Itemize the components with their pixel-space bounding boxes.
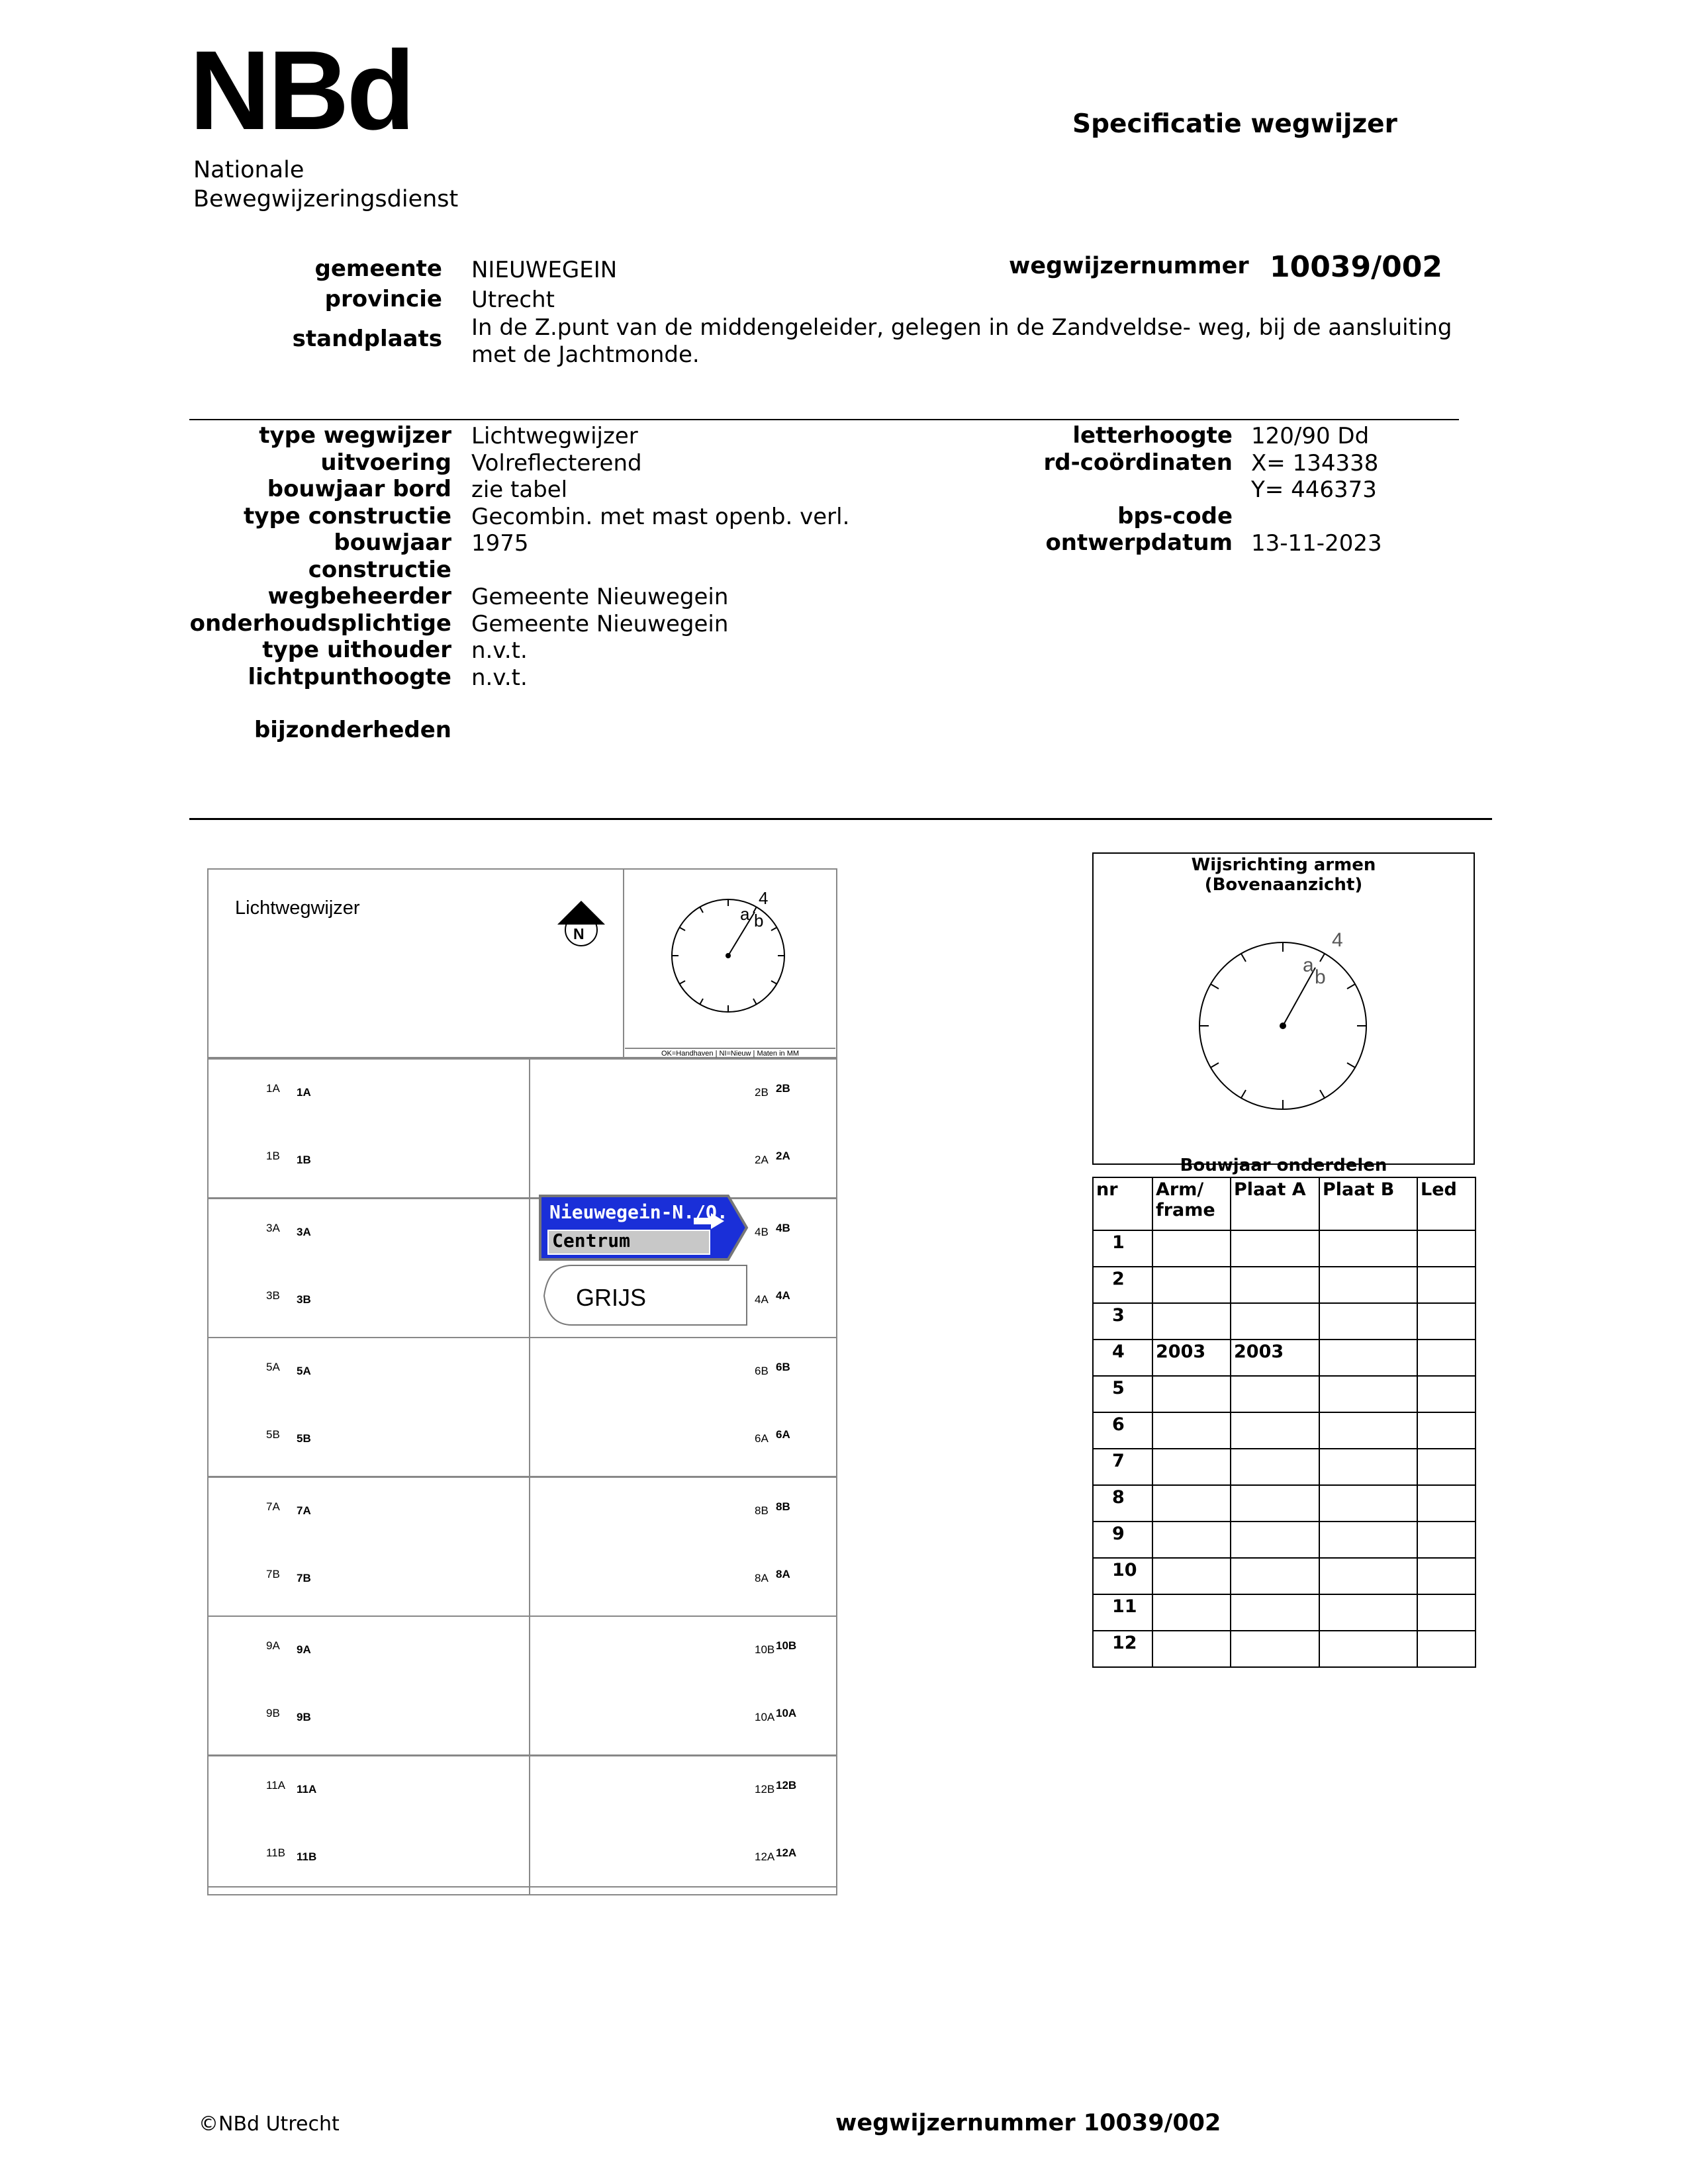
table-cell: 10 — [1093, 1558, 1152, 1594]
drawing-slot-label: 6A — [755, 1432, 769, 1445]
table-cell — [1152, 1412, 1231, 1449]
drawing-slot-label: 4B — [776, 1221, 790, 1234]
divider-bottom — [189, 818, 1492, 820]
direction-b: b — [1315, 966, 1326, 988]
build-year-table — [1092, 1177, 1476, 1668]
table-cell — [1417, 1303, 1476, 1340]
spec-left-value: Gecombin. met mast openb. verl. — [471, 503, 850, 530]
table-cell — [1417, 1558, 1476, 1594]
drawing-slot-label: 6B — [755, 1365, 769, 1377]
spec-right-value: 13-11-2023 — [1251, 530, 1382, 557]
drawing-slot-label: 5A — [266, 1361, 280, 1373]
drawing-slot-label: 1B — [297, 1154, 311, 1166]
table-cell — [1152, 1376, 1231, 1412]
drawing-slot-label: 10A — [776, 1707, 797, 1719]
table-cell — [1152, 1631, 1231, 1667]
spec-right-value: Y= 446373 — [1251, 477, 1377, 503]
logo-line-1: Nationale — [193, 157, 305, 183]
build-table-title: Bouwjaar onderdelen — [1180, 1156, 1387, 1175]
table-cell — [1417, 1376, 1476, 1412]
table-row — [1093, 1485, 1476, 1522]
gemeente-value: NIEUWEGEIN — [471, 257, 618, 283]
spec-left-value: 1975 — [471, 530, 529, 557]
drawing-slot-label: 9A — [266, 1639, 280, 1652]
divider-top — [189, 419, 1459, 420]
table-cell: 2003 — [1152, 1340, 1231, 1376]
drawing-slot-label: 12B — [755, 1782, 775, 1796]
drawing-type-label: Lichtwegwijzer — [235, 897, 360, 919]
table-cell — [1319, 1376, 1417, 1412]
north-arrow-icon — [555, 898, 608, 951]
table-cell — [1231, 1631, 1319, 1667]
drawing-slot-label: 9A — [297, 1643, 311, 1656]
drawing-cell-right — [529, 1477, 837, 1617]
drawing-slot-label: 7A — [297, 1504, 311, 1517]
spec-left-value: zie tabel — [471, 477, 568, 503]
direction-compass-icon — [1192, 934, 1377, 1120]
drawing-slot-label: 3B — [266, 1289, 280, 1302]
table-cell: 2003 — [1231, 1340, 1319, 1376]
drawing-compass-a: a — [740, 904, 750, 924]
drawing-cell-left — [207, 1615, 530, 1756]
table-cell — [1319, 1303, 1417, 1340]
drawing-slot-label: 6B — [776, 1361, 790, 1373]
table-cell — [1231, 1267, 1319, 1303]
table-cell — [1231, 1449, 1319, 1485]
table-row — [1093, 1340, 1476, 1376]
table-cell — [1319, 1631, 1417, 1667]
table-row — [1093, 1631, 1476, 1667]
table-cell: 9 — [1093, 1522, 1152, 1558]
logo-line-2: Bewegwijzeringsdienst — [193, 186, 459, 212]
drawing-slot-label: 12A — [776, 1846, 797, 1859]
drawing-slot-label: 1A — [297, 1086, 311, 1099]
table-cell — [1152, 1303, 1231, 1340]
table-cell — [1319, 1340, 1417, 1376]
wegwijzernummer-label: wegwijzernummer — [1009, 253, 1249, 279]
spec-right-label: ontwerpdatum — [1045, 529, 1233, 556]
spec-left-label: bouwjaar bord — [267, 476, 451, 502]
drawing-slot-label: 2B — [755, 1086, 769, 1099]
drawing-slot-label: 4B — [755, 1225, 769, 1238]
drawing-slot-label: 7B — [266, 1567, 280, 1580]
table-cell — [1319, 1558, 1417, 1594]
direction-arm: 4 — [1332, 929, 1343, 951]
drawing-slot-label: 5B — [297, 1432, 311, 1445]
table-cell: 3 — [1093, 1303, 1152, 1340]
table-cell — [1319, 1449, 1417, 1485]
direction-title-1: Wijsrichting armen — [1191, 855, 1376, 875]
table-cell: 1 — [1093, 1230, 1152, 1267]
drawing-cell-left — [207, 1755, 530, 1895]
drawing-compass-arm: 4 — [759, 888, 769, 908]
spec-left-value: Volreflecterend — [471, 449, 642, 477]
provincie-value: Utrecht — [471, 287, 555, 313]
table-row — [1093, 1376, 1476, 1412]
table-cell — [1231, 1485, 1319, 1522]
spec-left-label: onderhoudsplichtige — [189, 610, 451, 637]
wegwijzernummer-value: 10039/002 — [1270, 250, 1442, 284]
table-cell: 5 — [1093, 1376, 1152, 1412]
table-cell — [1231, 1303, 1319, 1340]
sign-line-2: Centrum — [552, 1230, 631, 1251]
table-row — [1093, 1594, 1476, 1631]
drawing-slot-label: 8B — [755, 1504, 769, 1517]
table-cell: 4 — [1093, 1340, 1152, 1376]
table-row — [1093, 1449, 1476, 1485]
table-cell — [1231, 1558, 1319, 1594]
table-cell — [1417, 1412, 1476, 1449]
table-cell — [1152, 1558, 1231, 1594]
table-cell — [1417, 1449, 1476, 1485]
standplaats-label: standplaats — [292, 326, 442, 352]
table-cell — [1152, 1230, 1231, 1267]
drawing-slot-label: 2A — [776, 1150, 790, 1162]
table-cell — [1417, 1230, 1476, 1267]
table-header-cell: Plaat B — [1319, 1177, 1417, 1230]
drawing-slot-label: 11B — [297, 1850, 317, 1863]
table-row — [1093, 1558, 1476, 1594]
table-header-cell: Plaat A — [1231, 1177, 1319, 1230]
spec-right-value: 120/90 Dd — [1251, 423, 1370, 449]
footer-copyright: ©NBd Utrecht — [199, 2113, 340, 2136]
table-cell — [1417, 1267, 1476, 1303]
spec-left-label: type constructie — [244, 502, 451, 529]
table-cell — [1319, 1267, 1417, 1303]
standplaats-line-1: In de Z.punt van de middengeleider, gelegen in de Zandveldse- weg, bij de aansluiting — [471, 314, 1452, 341]
drawing-compass-b: b — [754, 911, 764, 931]
table-cell — [1152, 1267, 1231, 1303]
drawing-slot-label: 12B — [776, 1778, 797, 1792]
spec-left-label: wegbeheerder — [267, 583, 451, 610]
drawing-slot-label: 1B — [266, 1150, 280, 1162]
spec-left-label: bouwjaar — [334, 529, 451, 556]
table-cell: 12 — [1093, 1631, 1152, 1667]
table-cell — [1152, 1594, 1231, 1631]
spec-right-label: letterhoogte — [1072, 422, 1233, 449]
direction-title-2: (Bovenaanzicht) — [1204, 875, 1363, 895]
drawing-slot-label: 9B — [266, 1707, 280, 1719]
table-cell — [1231, 1594, 1319, 1631]
table-cell — [1417, 1594, 1476, 1631]
table-cell: 7 — [1093, 1449, 1152, 1485]
table-cell — [1319, 1230, 1417, 1267]
table-cell — [1417, 1522, 1476, 1558]
spec-right-label: bps-code — [1117, 502, 1233, 529]
table-cell — [1417, 1340, 1476, 1376]
drawing-cell-right — [529, 1058, 837, 1199]
table-header-cell: Led — [1417, 1177, 1476, 1230]
gemeente-label: gemeente — [314, 255, 442, 282]
drawing-slot-label: 11A — [297, 1782, 317, 1796]
drawing-slot-label: 6A — [776, 1428, 790, 1441]
table-cell — [1319, 1485, 1417, 1522]
drawing-slot-label: 3A — [266, 1221, 280, 1234]
table-cell — [1319, 1522, 1417, 1558]
drawing-slot-label: 4A — [755, 1293, 769, 1306]
drawing-slot-label: 2A — [755, 1154, 769, 1166]
document-title: Specificatie wegwijzer — [1072, 109, 1397, 139]
drawing-slot-label: 12A — [755, 1850, 775, 1863]
spec-left-label: uitvoering — [320, 449, 451, 476]
table-cell — [1417, 1485, 1476, 1522]
drawing-compass-icon — [662, 887, 794, 1019]
north-label: N — [573, 925, 585, 942]
table-cell — [1152, 1522, 1231, 1558]
spec-left-value: n.v.t. — [471, 664, 528, 691]
drawing-slot-label: 3A — [297, 1225, 311, 1238]
provincie-label: provincie — [324, 286, 442, 312]
drawing-slot-label: 11B — [266, 1846, 285, 1859]
table-header-cell: Arm/ frame — [1152, 1177, 1231, 1230]
grey-plate-label: GRIJS — [576, 1284, 647, 1311]
drawing-slot-label: 5B — [266, 1428, 280, 1441]
drawing-slot-label: 7A — [266, 1500, 280, 1513]
nbd-logo: NBd — [189, 28, 413, 154]
table-cell: 6 — [1093, 1412, 1152, 1449]
footer-sign-number: wegwijzernummer 10039/002 — [835, 2110, 1221, 2136]
direction-a: a — [1303, 954, 1314, 976]
drawing-slot-label: 9B — [297, 1711, 311, 1723]
table-header-row — [1093, 1177, 1476, 1230]
spec-right-value: X= 134338 — [1251, 449, 1379, 477]
spec-left-value: Gemeente Nieuwegein — [471, 610, 729, 637]
table-cell — [1417, 1631, 1476, 1667]
table-cell — [1152, 1485, 1231, 1522]
table-cell: 11 — [1093, 1594, 1152, 1631]
table-row — [1093, 1522, 1476, 1558]
table-cell — [1231, 1522, 1319, 1558]
table-cell — [1231, 1412, 1319, 1449]
table-row — [1093, 1267, 1476, 1303]
spec-left-value: n.v.t. — [471, 637, 528, 664]
table-cell: 2 — [1093, 1267, 1152, 1303]
drawing-cell-left — [207, 1058, 530, 1199]
bijzonderheden-label: bijzonderheden — [254, 717, 451, 743]
drawing-cell-right — [529, 1337, 837, 1477]
table-cell — [1152, 1449, 1231, 1485]
spec-left-value: Lichtwegwijzer — [471, 423, 638, 449]
spec-left-label: lichtpunthoogte — [248, 663, 451, 690]
drawing-slot-label: 10B — [755, 1643, 775, 1656]
drawing-slot-label: 11A — [266, 1778, 285, 1792]
spec-left-value: Gemeente Nieuwegein — [471, 584, 729, 610]
sign-line-1: Nieuwegein-N./O. — [549, 1201, 728, 1223]
drawing-slot-label: 1A — [266, 1082, 280, 1095]
table-row — [1093, 1412, 1476, 1449]
drawing-slot-label: 8A — [755, 1571, 769, 1584]
table-row — [1093, 1230, 1476, 1267]
drawing-slot-label: 3B — [297, 1293, 311, 1306]
drawing-slot-label: 2B — [776, 1082, 790, 1095]
drawing-legend: OK=Handhaven | NI=Nieuw | Maten in MM — [625, 1048, 835, 1058]
table-cell — [1319, 1594, 1417, 1631]
drawing-slot-label: 5A — [297, 1365, 311, 1377]
table-row — [1093, 1303, 1476, 1340]
drawing-slot-label: 4A — [776, 1289, 790, 1302]
spec-left-label: constructie — [308, 556, 451, 583]
drawing-cell-left — [207, 1198, 530, 1338]
standplaats-line-2: met de Jachtmonde. — [471, 341, 700, 368]
table-cell — [1231, 1376, 1319, 1412]
drawing-slot-label: 8A — [776, 1567, 790, 1580]
table-header-cell: nr — [1093, 1177, 1152, 1230]
spec-right-label: rd-coördinaten — [1043, 449, 1233, 476]
drawing-cell-right — [529, 1755, 837, 1895]
drawing-slot-label: 10B — [776, 1639, 797, 1652]
drawing-cell-left — [207, 1337, 530, 1477]
spec-left-label: type wegwijzer — [259, 422, 451, 449]
spec-left-label: type uithouder — [262, 637, 451, 663]
drawing-slot-label: 8B — [776, 1500, 790, 1513]
table-cell — [1319, 1412, 1417, 1449]
drawing-slot-label: 7B — [297, 1571, 311, 1584]
table-cell: 8 — [1093, 1485, 1152, 1522]
table-cell — [1231, 1230, 1319, 1267]
drawing-slot-label: 10A — [755, 1711, 775, 1723]
drawing-cell-left — [207, 1477, 530, 1617]
drawing-cell-right — [529, 1615, 837, 1756]
